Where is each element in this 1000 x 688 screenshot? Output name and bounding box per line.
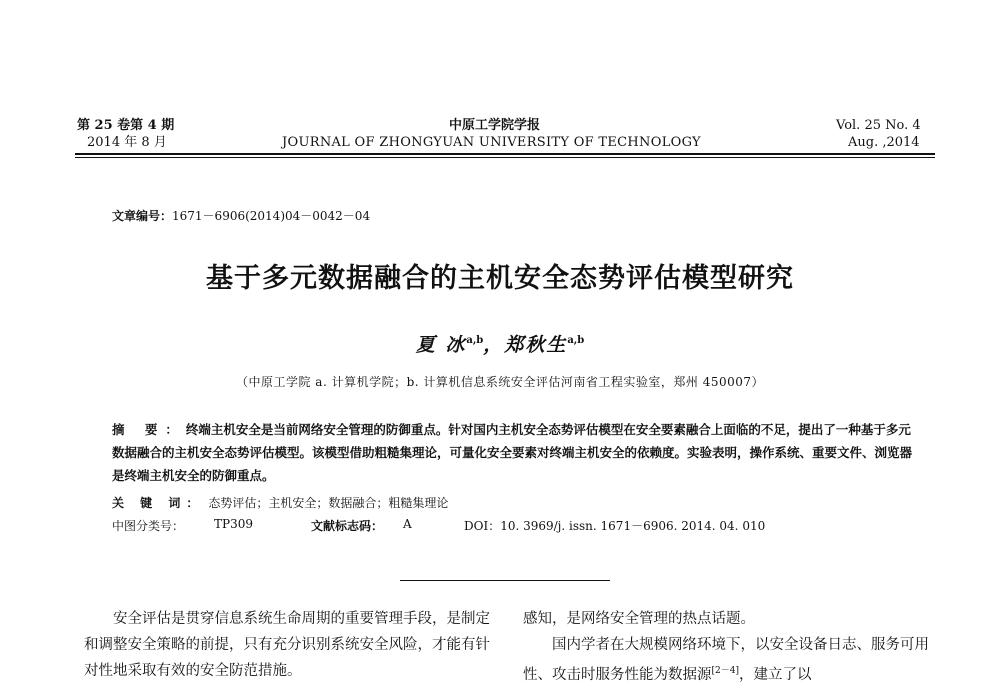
affiliation: （中原工学院 a. 计算机学院；b. 计算机信息系统安全评估河南省工程实验室，郑州 450007）: [235, 375, 765, 389]
journal-title-en: JOURNAL OF ZHONGYUAN UNIVERSITY OF TECHNOLOGY: [282, 135, 701, 150]
author-1-affil: a,b: [466, 335, 484, 346]
keywords-text: 态势评估；主机安全；数据融合；粗糙集理论: [208, 496, 449, 510]
article-number-label: 文章编号：: [112, 209, 173, 223]
paper-title: 基于多元数据融合的主机安全态势评估模型研究: [206, 263, 794, 294]
date-cn: 2014 年 8 月: [87, 135, 167, 150]
header-rule-thick: [75, 153, 935, 155]
abstract-label: 摘 要：: [112, 422, 186, 437]
date-en: Aug. ,2014: [848, 135, 920, 150]
volume-issue-cn: 第 25 卷第 4 期: [77, 118, 175, 133]
keywords-label: 关 键 词：: [112, 496, 205, 510]
authors: [0, 330, 1000, 357]
body-right-column: [523, 606, 937, 688]
body-paragraph-left: 安全评估是贯穿信息系统生命周期的重要管理手段，是制定和调整安全策略的前提，只有充分识别系统安全风险，才能有针对性地采取有效的安全防范措施。: [84, 611, 490, 679]
body-paragraph-right: [523, 632, 937, 688]
abstract: [112, 418, 912, 487]
author-2-affil: a,b: [567, 335, 585, 346]
body-left-column: [84, 606, 498, 684]
doi: DOI：10. 3969/j. issn. 1671－6906. 2014. 04. 010: [464, 519, 766, 533]
doc-code-label: 文献标志码：: [311, 519, 384, 533]
body-paragraph-right-text: 国内学者在大规模网络环境下，以安全设备日志、服务可用性、攻击时服务性能为数据源: [523, 637, 929, 683]
doc-code-value: A: [403, 517, 412, 531]
reference-citation: [2－4]: [711, 666, 739, 676]
author-separator: ，: [483, 334, 505, 356]
volume-issue-en: Vol. 25 No. 4: [836, 118, 921, 133]
article-number: [112, 207, 370, 224]
article-number-value: 1671－6906(2014)04－0042－04: [172, 209, 371, 223]
author-1: 夏 冰: [415, 334, 467, 356]
header-rule-thin: [75, 157, 935, 158]
section-separator: [400, 580, 610, 581]
journal-title-cn: 中原工学院学报: [449, 118, 541, 133]
body-paragraph-right-tail: ，建立了以: [738, 667, 812, 683]
abstract-text: 终端主机安全是当前网络安全管理的防御重点。针对国内主机安全态势评估模型在安全要素融合上面临的不足，提出了一种基于多元数据融合的主机安全态势评估模型。该模型借助粗糙集理论，可量化安全要素对终端主机安全的依赖度。实验表明，操作系统、重要文件、浏览器是终端主机安全的防御重点。: [112, 422, 913, 483]
author-2: 郑秋生: [504, 334, 568, 356]
keywords: [112, 494, 448, 511]
clc-value: TP309: [214, 517, 253, 531]
body-line-right-1: 感知，是网络安全管理的热点话题。: [523, 611, 755, 627]
clc-label: 中图分类号：: [112, 519, 185, 533]
